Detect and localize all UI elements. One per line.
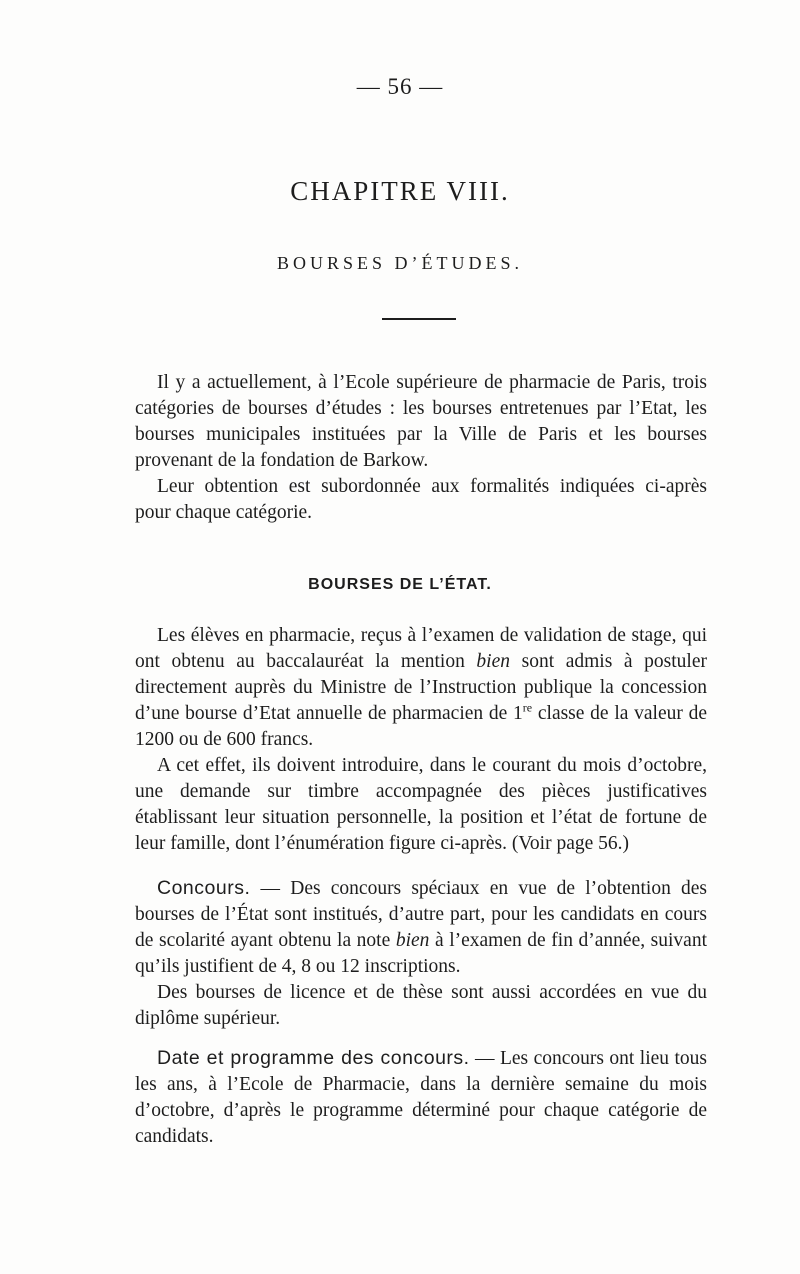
text-run: — Les concours ont lieu tous les ans, à l’Ecole de Pharmacie, dans la dernière semaine du mois d’octobre, d’après le programme déterminé pour chaque catégorie de candidats.	[135, 1048, 707, 1147]
emphasis-text: bien	[476, 651, 510, 672]
section-divider	[382, 318, 456, 320]
concours-section	[135, 875, 707, 1032]
emphasis-text: bien	[395, 930, 430, 951]
date-programme-section	[135, 1045, 707, 1150]
text-run: — Des concours spéciaux en vue de l’obtention des bourses de l’État sont institués, d’autre part, pour les candidats en cours de scolarité ayant obtenu la note	[135, 878, 707, 951]
bourses-etat-section	[135, 623, 707, 857]
bourses-etat-paragraph-2: A cet effet, ils doivent introduire, dans le courant du mois d’octobre, une demande sur timbre accompagnée des pièces justificatives établissant leur situation personnelle, la position et l’état de fortune de leur famille, dont l’énumération figure ci-après. (Voir page 56.)	[135, 755, 707, 854]
text-run: classe de la valeur de 1200 ou de 600 francs.	[135, 703, 708, 750]
text-run: à l’examen de fin d’année, suivant qu’ils justifient de 4, 8 ou 12 inscriptions.	[135, 930, 707, 977]
text-run: sont admis à postuler directement auprès du Ministre de l’Instruction publique la concession d’une bourse d’Etat annuelle de pharmacien de 1	[135, 651, 707, 724]
concours-paragraph-2: Des bourses de licence et de thèse sont aussi accordées en vue du diplôme supérieur.	[135, 982, 707, 1029]
intro-paragraph-2: Leur obtention est subordonnée aux formalités indiquées ci-après pour chaque catégorie.	[135, 476, 707, 523]
concours-paragraph-1	[135, 875, 707, 980]
run-in-heading-concours: Concours.	[157, 877, 251, 899]
ordinal-superscript: re	[522, 700, 533, 715]
intro-section	[135, 370, 707, 526]
bourses-etat-paragraph-1	[135, 623, 707, 753]
date-programme-paragraph	[135, 1045, 707, 1150]
chapter-title: CHAPITRE VIII.	[290, 176, 510, 206]
intro-paragraph-1: Il y a actuellement, à l’Ecole supérieure de pharmacie de Paris, trois catégories de bourses d’études : les bourses entretenues par l’Etat, les bourses municipales instituées par la Ville de Paris et les bourses provenant de la fondation de Barkow.	[135, 372, 707, 471]
run-in-heading-date-programme: Date et programme des concours.	[157, 1047, 470, 1069]
page-number: — 56 —	[356, 74, 444, 99]
text-run: Les élèves en pharmacie, reçus à l’examen de validation de stage, qui ont obtenu au baccalauréat la mention	[135, 625, 707, 672]
section-heading-bourses-etat: BOURSES DE L’ÉTAT.	[308, 576, 492, 593]
chapter-subtitle: BOURSES D’ÉTUDES.	[276, 253, 523, 273]
